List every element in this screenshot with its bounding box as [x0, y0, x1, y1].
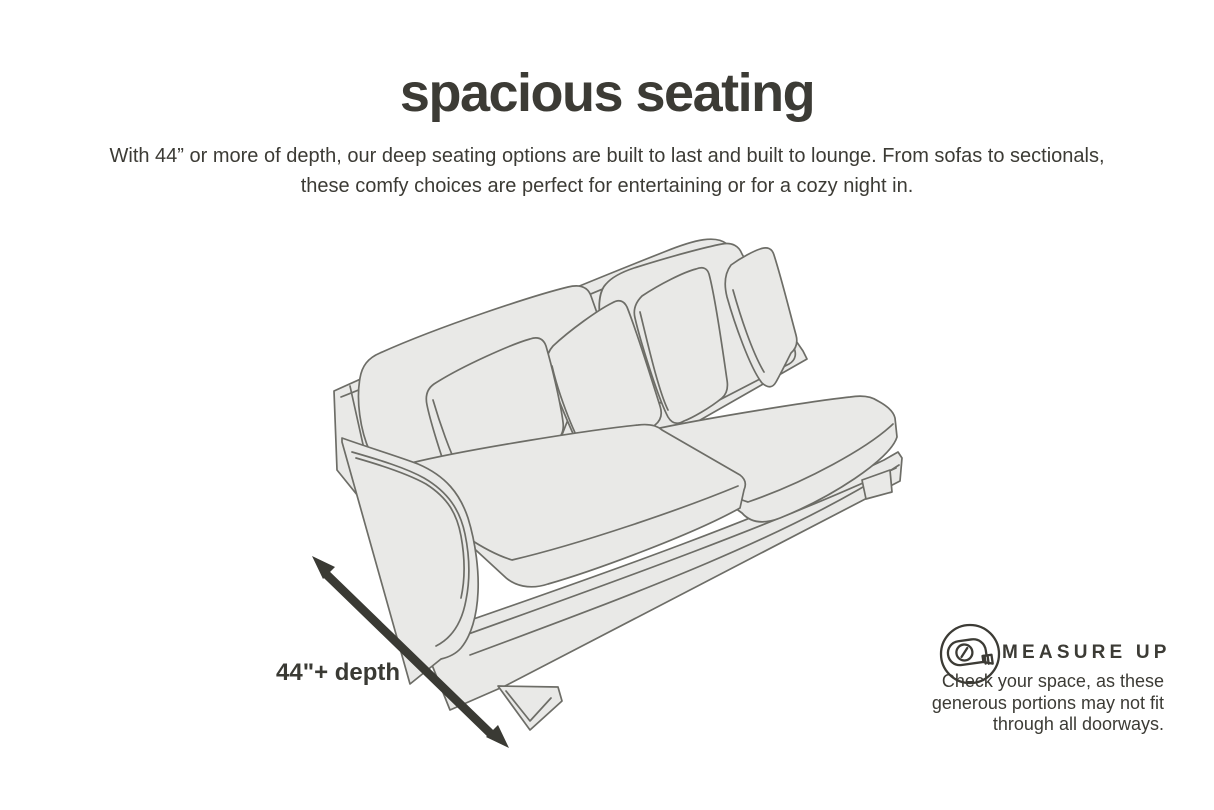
measure-up-note: Check your space, as these generous portions may not fit through all doorways.: [931, 671, 1164, 734]
depth-dimension-label: 44"+ depth: [276, 659, 401, 686]
page-title: spacious seating: [399, 63, 815, 123]
page-description: With 44” or more of depth, our deep seating options are built to last and built to lounge. From sofas to sectionals, these comfy choices are perfect for entertaining or for a cozy night in.: [109, 145, 1105, 197]
measure-up-title: MEASURE UP: [1002, 642, 1171, 663]
